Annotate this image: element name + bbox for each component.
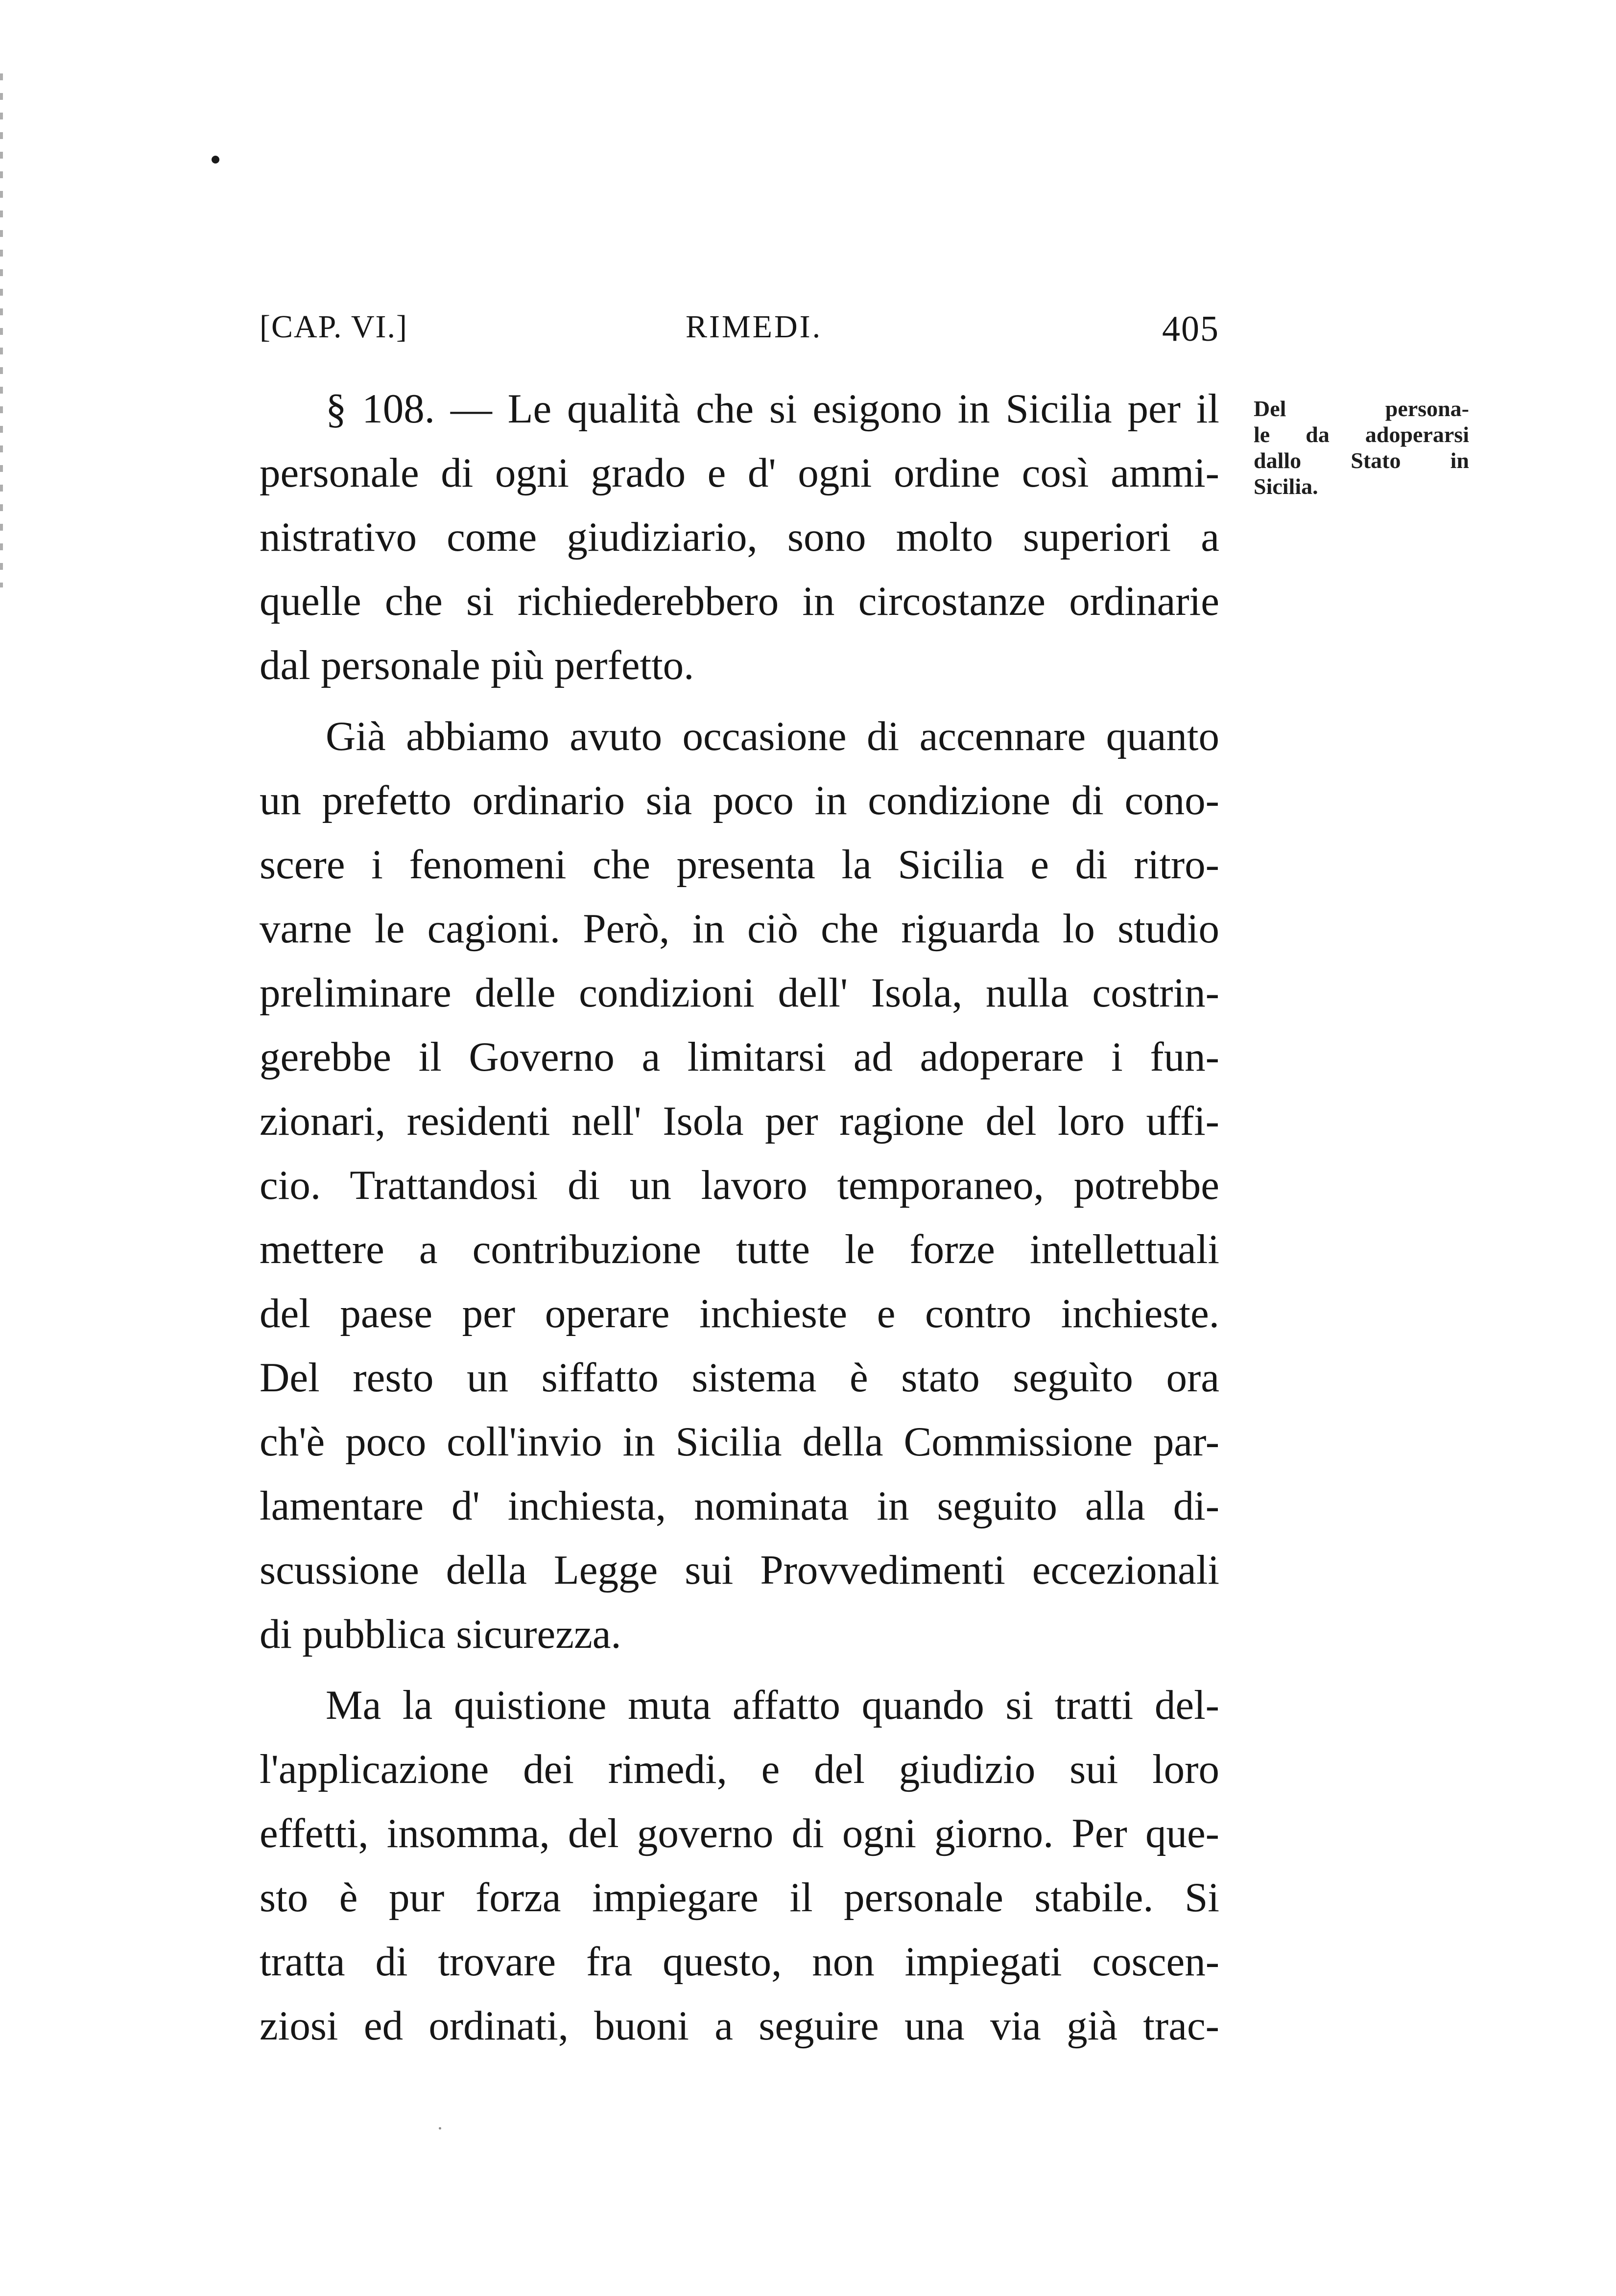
page-edge-scan-artifact [0, 73, 3, 587]
text-line: Del resto un siffatto sistema è stato seguìto ora [260, 1355, 1219, 1401]
text-line: § 108. — Le qualità che si esigono in Sicilia per il [326, 386, 1219, 432]
text-line: cio. Trattandosi di un lavoro temporaneo, potrebbe [260, 1162, 1219, 1208]
text-line: mettere a contribuzione tutte le forze intellettuali [260, 1226, 1219, 1272]
marginal-note-line: Sicilia. [1254, 474, 1318, 499]
text-line: lamentare d' inchiesta, nominata in seguito alla di- [260, 1483, 1219, 1529]
ink-speck [439, 2127, 441, 2130]
chapter-label: [CAP. VI.] [260, 309, 408, 345]
marginal-note-line: le da adoperarsi [1254, 422, 1469, 447]
text-line: l'applicazione dei rimedi, e del giudizio sui loro [260, 1746, 1219, 1792]
ink-speck [212, 156, 219, 164]
text-line: tratta di trovare fra questo, non impiegati coscen- [260, 1939, 1219, 1985]
running-title: RIMEDI. [686, 309, 823, 345]
marginal-note-line: dallo Stato in [1254, 448, 1469, 473]
text-line: scussione della Legge sui Provvedimenti eccezionali [260, 1547, 1219, 1593]
text-line: ziosi ed ordinati, buoni a seguire una via già trac- [260, 2003, 1219, 2049]
text-line: sto è pur forza impiegare il personale stabile. Si [260, 1874, 1219, 1921]
text-line: nistrativo come giudiziario, sono molto superiori a [260, 514, 1219, 560]
text-line: dal personale più perfetto. [260, 642, 694, 688]
text-line: personale di ogni grado e d' ogni ordine così ammi- [260, 450, 1219, 496]
text-line: un prefetto ordinario sia poco in condizione di cono- [260, 777, 1219, 823]
running-header [260, 308, 1219, 357]
text-line: zionari, residenti nell' Isola per ragione del loro uffi- [260, 1098, 1219, 1144]
text-line: gerebbe il Governo a limitarsi ad adoperare i fun- [260, 1034, 1219, 1080]
text-line: Già abbiamo avuto occasione di accennare quanto [326, 713, 1219, 759]
text-line: Ma la quistione muta affatto quando si tratti del- [326, 1682, 1219, 1728]
text-line: del paese per operare inchieste e contro inchieste. [260, 1290, 1219, 1336]
text-line: effetti, insomma, del governo di ogni giorno. Per que- [260, 1810, 1219, 1856]
text-line: di pubblica sicurezza. [260, 1611, 621, 1657]
text-line: varne le cagioni. Però, in ciò che riguarda lo studio [260, 906, 1219, 952]
body-text [260, 377, 1219, 2058]
text-line: scere i fenomeni che presenta la Sicilia e di ritro- [260, 842, 1219, 888]
page-number: 405 [1162, 309, 1219, 349]
marginal-note [1254, 396, 1469, 499]
text-line: ch'è poco coll'invio in Sicilia della Commissione par- [260, 1419, 1219, 1465]
text-line: preliminare delle condizioni dell' Isola, nulla costrin- [260, 970, 1219, 1016]
text-line: quelle che si richiederebbero in circostanze ordinarie [260, 578, 1219, 624]
marginal-note-line: Del persona- [1254, 396, 1469, 421]
